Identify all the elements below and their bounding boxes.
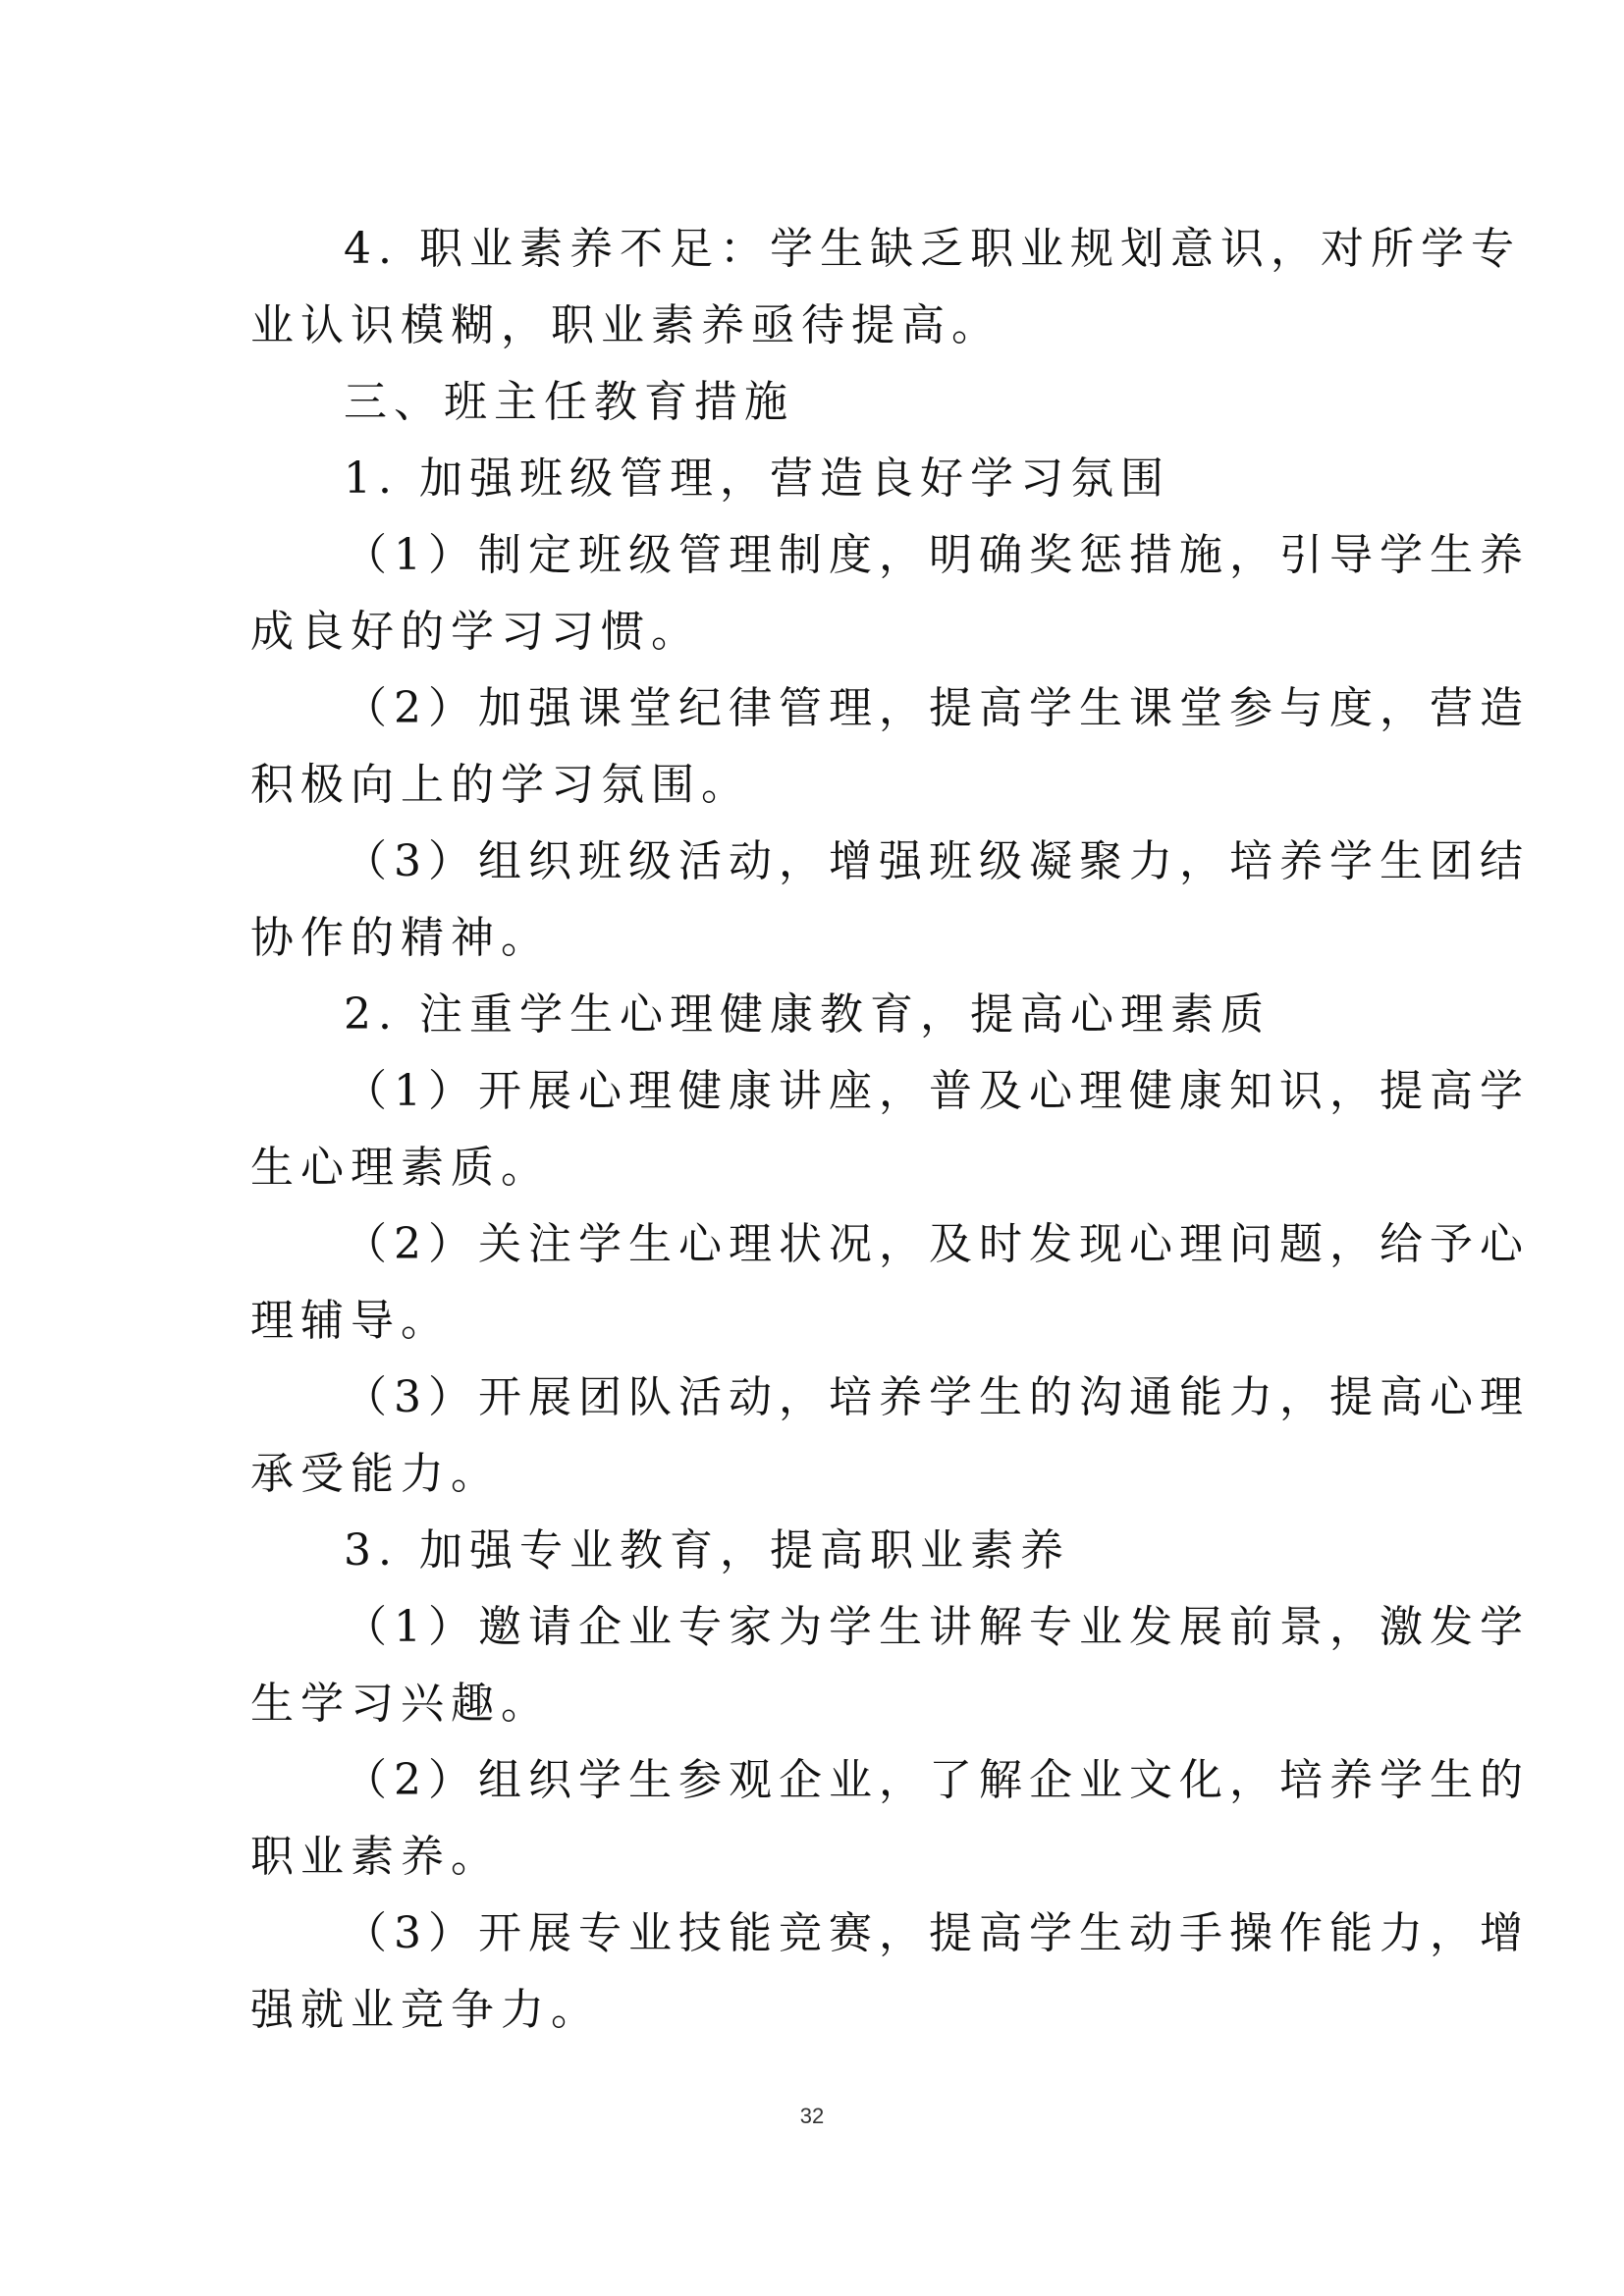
paragraph-line: （2）加强课堂纪律管理，提高学生课堂参与度，营造 [344,683,1530,733]
paragraph-line: 业认识模糊，职业素养亟待提高。 [250,300,1001,350]
section-heading: 三、班主任教育措施 [344,377,794,427]
subsection-heading: 3. 加强专业教育，提高职业素养 [344,1525,1070,1575]
paragraph-line: 生心理素质。 [250,1143,551,1193]
paragraph-line: （1）制定班级管理制度，明确奖惩措施，引导学生养 [344,530,1530,580]
paragraph-line: （2）关注学生心理状况，及时发现心理问题，给予心 [344,1219,1530,1269]
paragraph-line: 成良好的学习习惯。 [250,607,701,657]
paragraph-line: 生学习兴趣。 [250,1679,551,1729]
paragraph-line: （3）组织班级活动，增强班级凝聚力，培养学生团结 [344,836,1530,886]
paragraph-line: （2）组织学生参观企业，了解企业文化，培养学生的 [344,1755,1530,1805]
subsection-heading: 1. 加强班级管理，营造良好学习氛围 [344,454,1170,504]
paragraph-line: （1）邀请企业专家为学生讲解专业发展前景，激发学 [344,1602,1530,1652]
paragraph-line: 4. 职业素养不足：学生缺乏职业规划意识，对所学专 [344,224,1521,274]
paragraph-line: （1）开展心理健康讲座，普及心理健康知识，提高学 [344,1066,1530,1116]
paragraph-line: 强就业竞争力。 [250,1985,601,2035]
paragraph-line: 积极向上的学习氛围。 [250,760,751,810]
paragraph-line: 承受能力。 [250,1449,501,1499]
paragraph-line: 理辅导。 [250,1296,451,1346]
subsection-heading: 2. 注重学生心理健康教育，提高心理素质 [344,989,1271,1040]
paragraph-line: （3）开展团队活动，培养学生的沟通能力，提高心理 [344,1372,1530,1422]
paragraph-line: 职业素养。 [250,1832,501,1882]
paragraph-line: （3）开展专业技能竞赛，提高学生动手操作能力，增 [344,1908,1530,1958]
paragraph-line: 协作的精神。 [250,913,551,963]
document-body [250,211,1530,2049]
page-number: 32 [799,2104,825,2128]
